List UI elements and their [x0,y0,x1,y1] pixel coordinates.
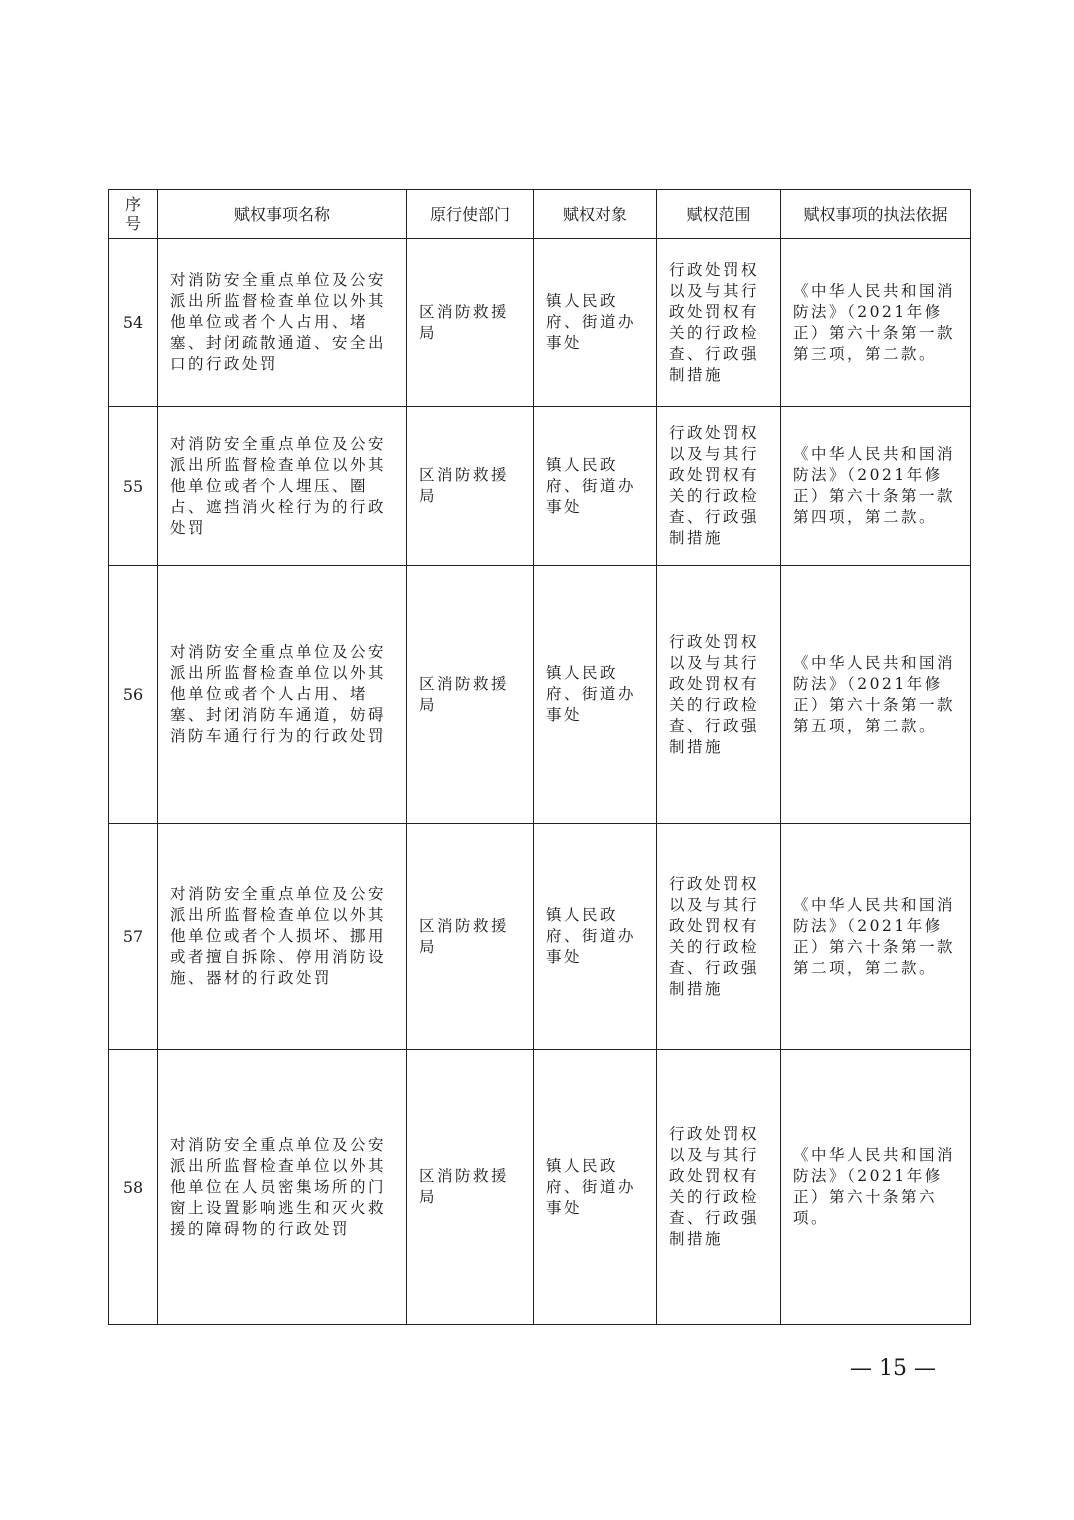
row-legal-basis: 《中华人民共和国消防法》（2021年修正）第六十条第一款第五项，第二款。 [781,566,971,824]
row-scope: 行政处罚权以及与其行政处罚权有关的行政检查、行政强制措施 [657,1050,781,1325]
row-item-name: 对消防安全重点单位及公安派出所监督检查单位以外其他单位在人员密集场所的门窗上设置影响逃生和灭火救援的障碍物的行政处罚 [158,1050,407,1325]
row-item-name: 对消防安全重点单位及公安派出所监督检查单位以外其他单位或者个人占用、堵塞、封闭疏散通道、安全出口的行政处罚 [158,239,407,407]
table-header-row [109,190,971,239]
row-serial: 55 [109,407,158,566]
row-serial: 54 [109,239,158,407]
enforcement-items-table [108,189,971,1325]
header-scope: 赋权范围 [657,190,781,239]
row-item-name: 对消防安全重点单位及公安派出所监督检查单位以外其他单位或者个人占用、堵塞、封闭消防车通道，妨碍消防车通行行为的行政处罚 [158,566,407,824]
row-target: 镇人民政府、街道办事处 [534,407,657,566]
row-serial: 57 [109,824,158,1050]
row-dept: 区消防救援局 [407,566,534,824]
row-legal-basis: 《中华人民共和国消防法》（2021年修正）第六十条第一款第四项，第二款。 [781,407,971,566]
table-row [109,239,971,407]
row-legal-basis: 《中华人民共和国消防法》（2021年修正）第六十条第一款第三项，第二款。 [781,239,971,407]
row-scope: 行政处罚权以及与其行政处罚权有关的行政检查、行政强制措施 [657,239,781,407]
row-target: 镇人民政府、街道办事处 [534,566,657,824]
row-dept: 区消防救援局 [407,239,534,407]
table-row [109,824,971,1050]
row-target: 镇人民政府、街道办事处 [534,1050,657,1325]
row-target: 镇人民政府、街道办事处 [534,824,657,1050]
row-legal-basis: 《中华人民共和国消防法》（2021年修正）第六十条第六项。 [781,1050,971,1325]
page-number: — 15 — [850,1356,936,1381]
row-scope: 行政处罚权以及与其行政处罚权有关的行政检查、行政强制措施 [657,407,781,566]
table-row [109,566,971,824]
row-legal-basis: 《中华人民共和国消防法》（2021年修正）第六十条第一款第二项，第二款。 [781,824,971,1050]
row-dept: 区消防救援局 [407,1050,534,1325]
row-serial: 58 [109,1050,158,1325]
row-target: 镇人民政府、街道办事处 [534,239,657,407]
row-scope: 行政处罚权以及与其行政处罚权有关的行政检查、行政强制措施 [657,566,781,824]
header-serial: 序号 [109,190,158,239]
row-scope: 行政处罚权以及与其行政处罚权有关的行政检查、行政强制措施 [657,824,781,1050]
row-item-name: 对消防安全重点单位及公安派出所监督检查单位以外其他单位或者个人埋压、圈占、遮挡消火栓行为的行政处罚 [158,407,407,566]
row-item-name: 对消防安全重点单位及公安派出所监督检查单位以外其他单位或者个人损坏、挪用或者擅自拆除、停用消防设施、器材的行政处罚 [158,824,407,1050]
header-legal-basis: 赋权事项的执法依据 [781,190,971,239]
header-original-dept: 原行使部门 [407,190,534,239]
header-target: 赋权对象 [534,190,657,239]
table-row [109,1050,971,1325]
row-dept: 区消防救援局 [407,824,534,1050]
table-row [109,407,971,566]
header-item-name: 赋权事项名称 [158,190,407,239]
row-dept: 区消防救援局 [407,407,534,566]
row-serial: 56 [109,566,158,824]
